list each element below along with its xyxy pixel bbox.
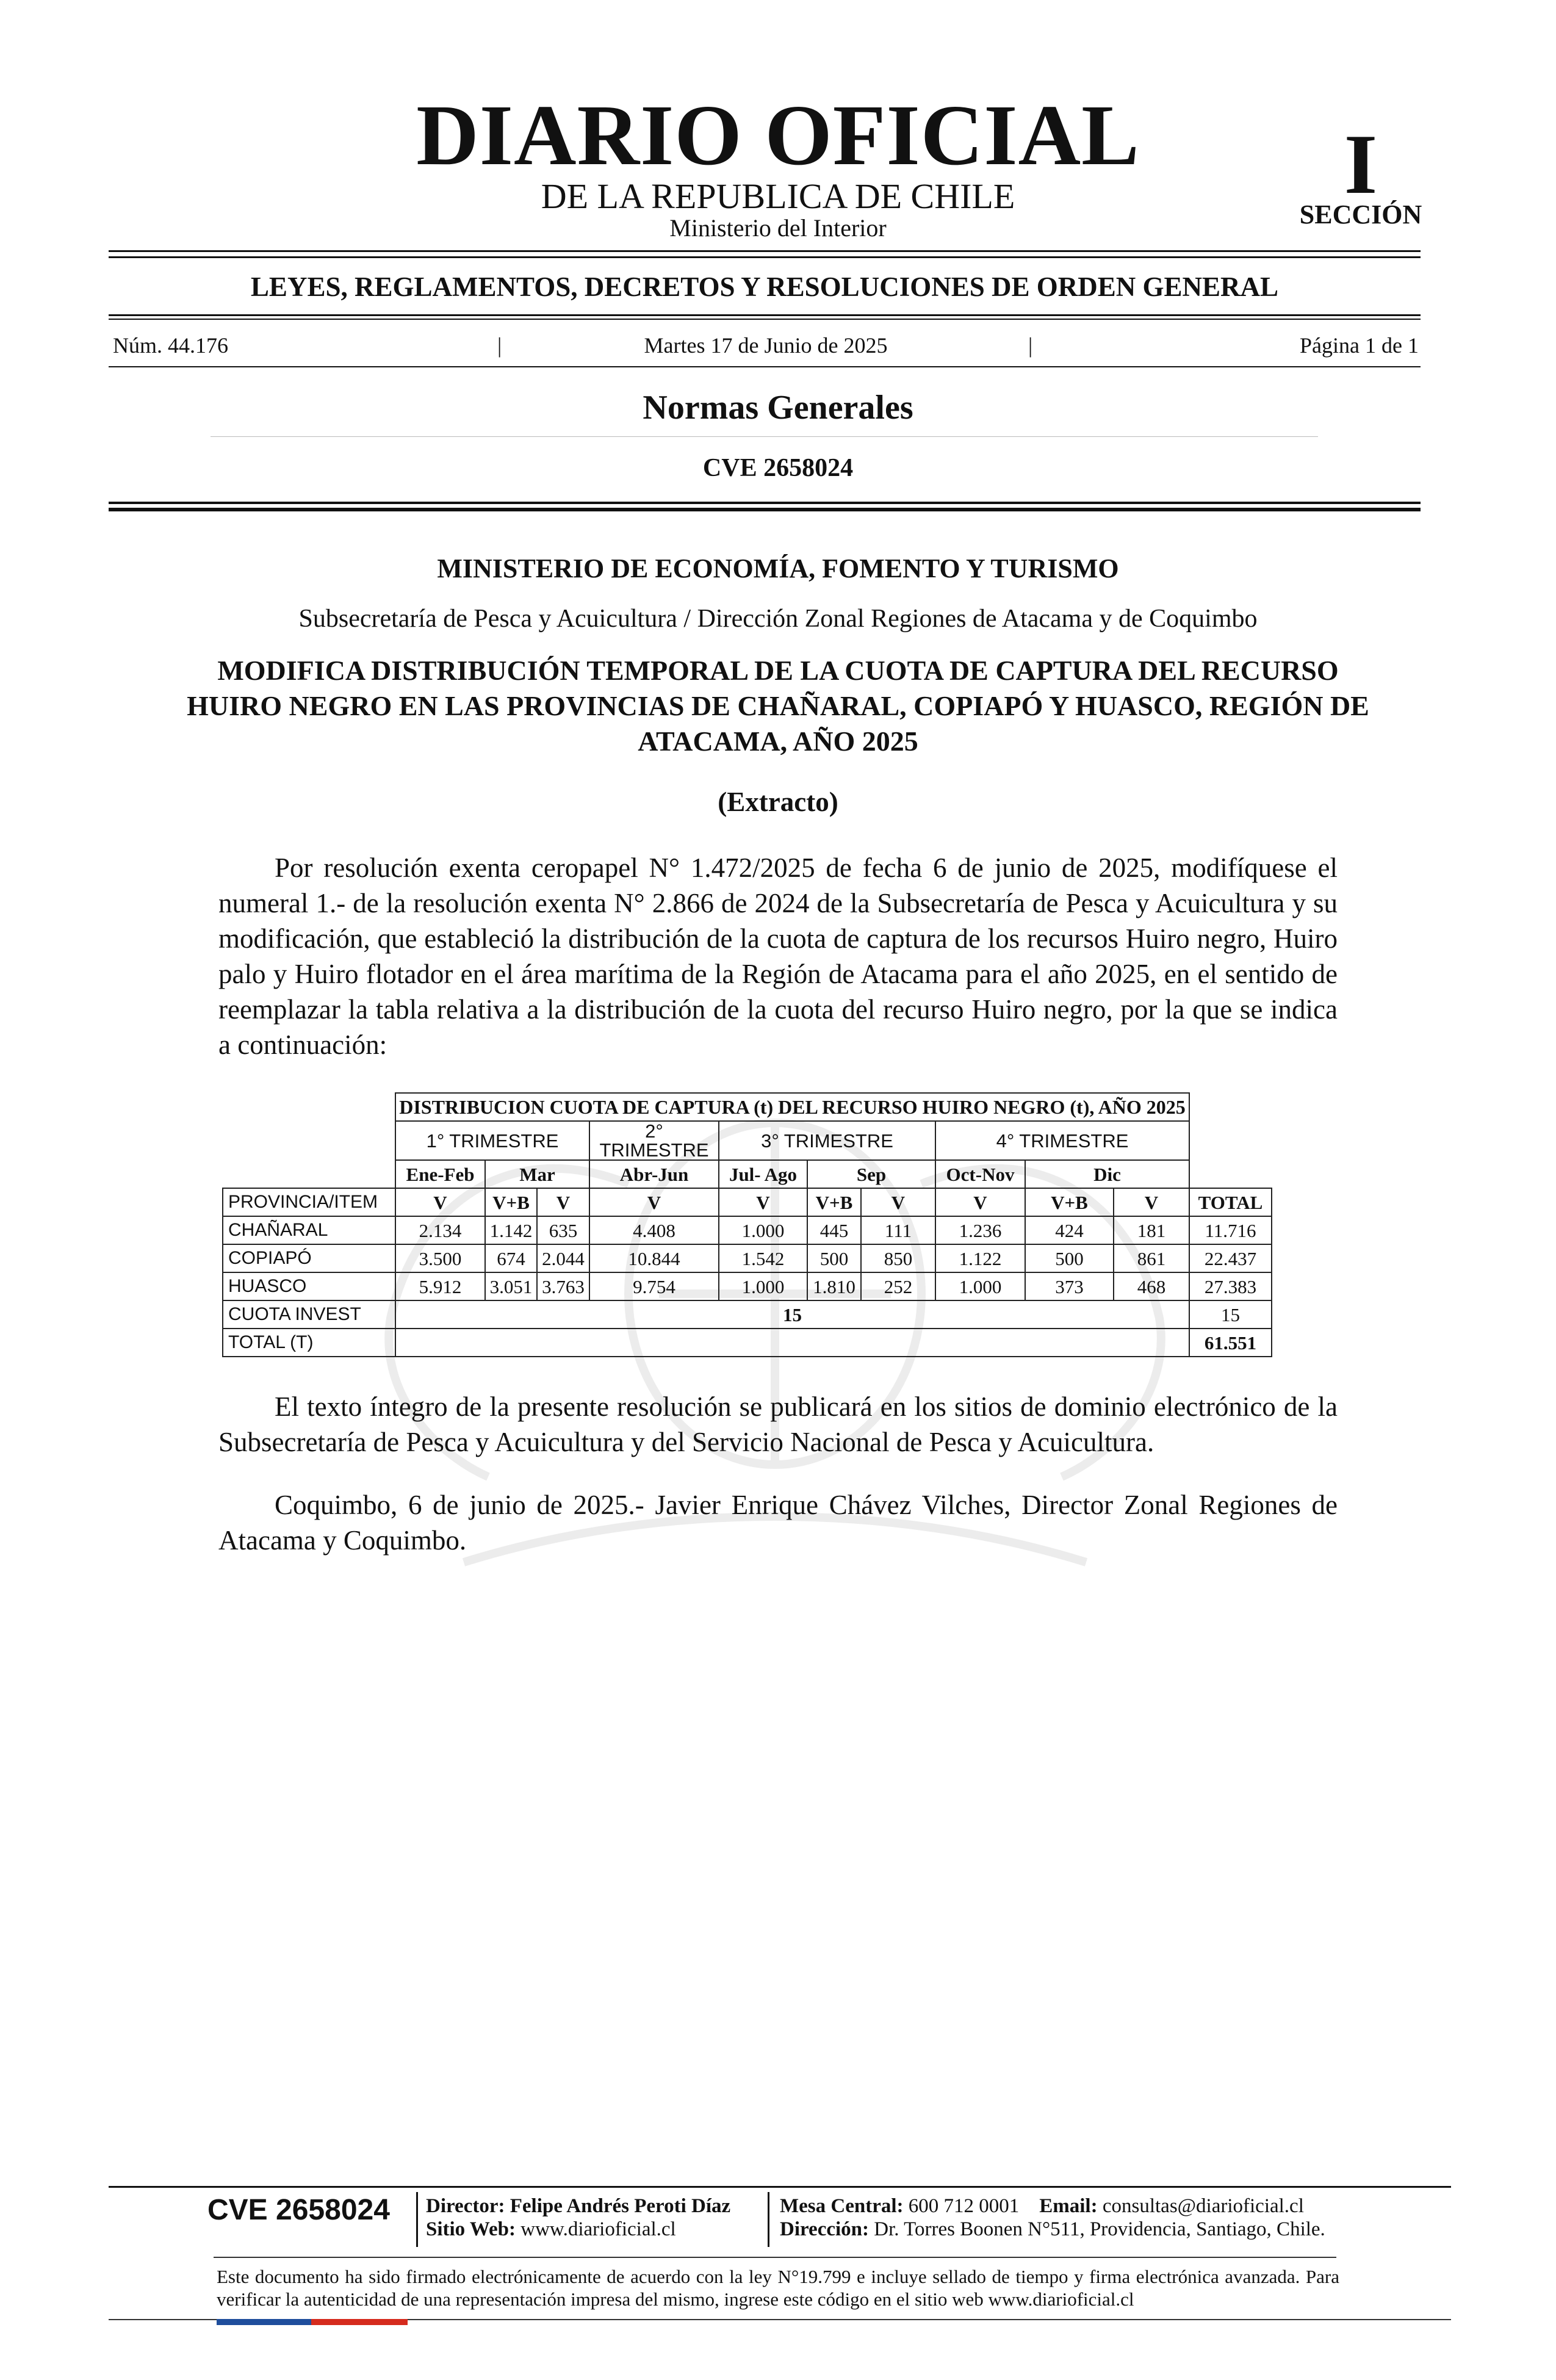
footer-rule — [109, 2186, 1451, 2188]
flag-stripe-blue — [217, 2319, 311, 2325]
table-cell: 4.408 — [589, 1216, 719, 1244]
month-header: Jul- Ago — [719, 1160, 807, 1188]
table-row — [223, 1272, 1272, 1300]
masthead-ministry: Ministerio del Interior — [669, 214, 887, 242]
footer-director-block — [426, 2194, 730, 2241]
section-rule — [109, 314, 1421, 316]
table-cell: 635 — [537, 1216, 589, 1244]
masthead-title: DIARIO OFICIAL — [416, 87, 1140, 183]
ministry-heading: MINISTERIO DE ECONOMÍA, FOMENTO Y TURISMO — [437, 554, 1119, 583]
address-text: Dr. Torres Boonen N°511, Providencia, Santiago, Chile. — [874, 2218, 1325, 2240]
footer-divider — [416, 2192, 418, 2247]
cve-rule — [109, 502, 1421, 504]
month-header: Sep — [807, 1160, 935, 1188]
footer-contact-block — [780, 2194, 1325, 2241]
cuota-invest-total: 15 — [1189, 1300, 1272, 1329]
table-cell: 5.912 — [395, 1272, 485, 1300]
footer-note: Este documento ha sido firmado electrónicamente de acuerdo con la ley N°19.799 e incluye sellado de tiempo y firma electrónica avanzada. Para verificar la autenticidad de una representación impresa del mismo, ingrese este código en el sitio web www.diarioficial.cl — [217, 2266, 1339, 2310]
cve-rule — [109, 508, 1421, 511]
month-header: Abr-Jun — [589, 1160, 719, 1188]
table-cell: 1.000 — [935, 1272, 1025, 1300]
table-cell: 252 — [861, 1272, 935, 1300]
table-cell: 1.810 — [807, 1272, 861, 1300]
column-header: V — [1114, 1188, 1189, 1216]
page-count: Página 1 de 1 — [1300, 333, 1419, 358]
column-header: V+B — [807, 1188, 861, 1216]
month-header: Mar — [485, 1160, 589, 1188]
grand-total-value: 61.551 — [1189, 1329, 1272, 1357]
row-header: PROVINCIA/ITEM — [223, 1188, 395, 1216]
table-cell: 1.142 — [485, 1216, 537, 1244]
table-cell: 3.051 — [485, 1272, 537, 1300]
email-link[interactable]: consultas@diarioficial.cl — [1102, 2195, 1304, 2217]
quarter-header: 4° TRIMESTRE — [935, 1121, 1189, 1160]
table-row — [223, 1300, 1272, 1329]
address-label: Dirección: — [780, 2218, 870, 2240]
column-header: V — [537, 1188, 589, 1216]
table-cell: 2.044 — [537, 1244, 589, 1272]
info-separator: | — [497, 333, 502, 358]
cve-code: CVE 2658024 — [702, 454, 854, 482]
issue-date: Martes 17 de Junio de 2025 — [644, 333, 888, 358]
director-name: Felipe Andrés Peroti Díaz — [510, 2195, 731, 2217]
table-cell: 1.542 — [719, 1244, 807, 1272]
paragraph-resolution: Por resolución exenta ceropapel N° 1.472/2025 de fecha 6 de junio de 2025, modifíquese el numeral 1.- de la resolución exenta N° 2.866 de 2024 de la Subsecretaría de Pesca y Acuicultura y su modificación, que estableció la distribución de la cuota de captura de los recursos Huiro negro, Huiro palo y Huiro flotador en el área marítima de la Región de Atacama para el año 2025, en el sentido de reemplazar la tabla relativa a la distribución de la cuota del recurso Huiro negro, por la que se indica a continuación: — [218, 853, 1338, 1060]
info-rule — [109, 366, 1421, 367]
table-cell: 181 — [1114, 1216, 1189, 1244]
month-header: Dic — [1025, 1160, 1189, 1188]
subsecretaria: Subsecretaría de Pesca y Acuicultura / Dirección Zonal Regiones de Atacama y de Coquimbo — [298, 605, 1258, 633]
row-total: 11.716 — [1189, 1216, 1272, 1244]
row-total: 27.383 — [1189, 1272, 1272, 1300]
info-separator: | — [1028, 333, 1033, 358]
document-title: MODIFICA DISTRIBUCIÓN TEMPORAL DE LA CUOTA DE CAPTURA DEL RECURSO HUIRO NEGRO EN LAS PROVINCIAS DE CHAÑARAL, COPIAPÓ Y HUASCO, REGIÓN DE ATACAMA, AÑO 2025 — [187, 655, 1369, 757]
table-row — [223, 1329, 1272, 1357]
table-cell: 9.754 — [589, 1272, 719, 1300]
section-rule — [109, 319, 1421, 320]
site-label: Sitio Web: — [426, 2218, 516, 2240]
footer-cve: CVE 2658024 — [207, 2194, 390, 2226]
table-cell: 1.122 — [935, 1244, 1025, 1272]
table-cell: 2.134 — [395, 1216, 485, 1244]
section-number: I — [1344, 117, 1378, 212]
mesa-phone: 600 712 0001 — [908, 2195, 1020, 2217]
column-header: V+B — [485, 1188, 537, 1216]
table-caption: DISTRIBUCION CUOTA DE CAPTURA (t) DEL RECURSO HUIRO NEGRO (t), AÑO 2025 — [395, 1093, 1189, 1121]
table-cell: 850 — [861, 1244, 935, 1272]
row-total: 22.437 — [1189, 1244, 1272, 1272]
table-cell: 500 — [807, 1244, 861, 1272]
column-header: V — [395, 1188, 485, 1216]
column-header: V+B — [1025, 1188, 1114, 1216]
table-cell: 111 — [861, 1216, 935, 1244]
cuota-invest-value: 15 — [395, 1300, 1189, 1329]
quarter-header: 1° TRIMESTRE — [395, 1121, 589, 1160]
table-cell: 1.236 — [935, 1216, 1025, 1244]
issue-number: Núm. 44.176 — [113, 333, 228, 358]
column-header: V — [861, 1188, 935, 1216]
quarter-header: 2° TRIMESTRE — [589, 1121, 719, 1160]
table-row — [223, 1244, 1272, 1272]
table-cell: 1.000 — [719, 1216, 807, 1244]
table-row — [223, 1216, 1272, 1244]
flag-stripe-red — [311, 2319, 408, 2325]
masthead-subtitle: DE LA REPUBLICA DE CHILE — [541, 176, 1015, 216]
table-cell: 468 — [1114, 1272, 1189, 1300]
email-label: Email: — [1039, 2195, 1098, 2217]
table-cell: 861 — [1114, 1244, 1189, 1272]
quota-table — [222, 1092, 1272, 1357]
table-cell: 3.500 — [395, 1244, 485, 1272]
table-cell: 3.763 — [537, 1272, 589, 1300]
table-cell: 424 — [1025, 1216, 1114, 1244]
director-label: Director: — [426, 2195, 505, 2217]
category-rule — [211, 436, 1318, 437]
province-name: HUASCO — [223, 1272, 395, 1300]
header-rule — [109, 256, 1421, 258]
table-cell: 500 — [1025, 1244, 1114, 1272]
month-header: Ene-Feb — [395, 1160, 485, 1188]
footer-separator — [214, 2257, 1336, 2258]
table-cell: 445 — [807, 1216, 861, 1244]
section-bar: LEYES, REGLAMENTOS, DECRETOS Y RESOLUCIONES DE ORDEN GENERAL — [250, 272, 1279, 302]
province-name: CHAÑARAL — [223, 1216, 395, 1244]
province-name: COPIAPÓ — [223, 1244, 395, 1272]
grand-total-label: TOTAL (T) — [223, 1329, 395, 1357]
table-cell: 373 — [1025, 1272, 1114, 1300]
month-header: Oct-Nov — [935, 1160, 1025, 1188]
mesa-label: Mesa Central: — [780, 2195, 904, 2217]
table-cell: 674 — [485, 1244, 537, 1272]
quarter-header: 3° TRIMESTRE — [719, 1121, 935, 1160]
paragraph-signature: Coquimbo, 6 de junio de 2025.- Javier Enrique Chávez Vilches, Director Zonal Regiones de Atacama y Coquimbo. — [218, 1490, 1338, 1556]
column-header: V — [935, 1188, 1025, 1216]
column-header: V — [719, 1188, 807, 1216]
grand-total-spacer — [395, 1329, 1189, 1357]
column-header: V — [589, 1188, 719, 1216]
footer-divider — [768, 2192, 769, 2247]
table-cell: 10.844 — [589, 1244, 719, 1272]
category-heading: Normas Generales — [643, 389, 913, 427]
section-label: SECCIÓN — [1299, 200, 1422, 229]
total-header: TOTAL — [1189, 1188, 1272, 1216]
paragraph-publication: El texto íntegro de la presente resolución se publicará en los sitios de dominio electrónico de la Subsecretaría de Pesca y Acuicultura y del Servicio Nacional de Pesca y Acuicultura. — [218, 1391, 1338, 1457]
table-cell: 1.000 — [719, 1272, 807, 1300]
document-subtitle: (Extracto) — [718, 787, 838, 817]
header-rule — [109, 250, 1421, 252]
cuota-invest-label: CUOTA INVEST — [223, 1300, 395, 1329]
site-link[interactable]: www.diarioficial.cl — [520, 2218, 676, 2240]
